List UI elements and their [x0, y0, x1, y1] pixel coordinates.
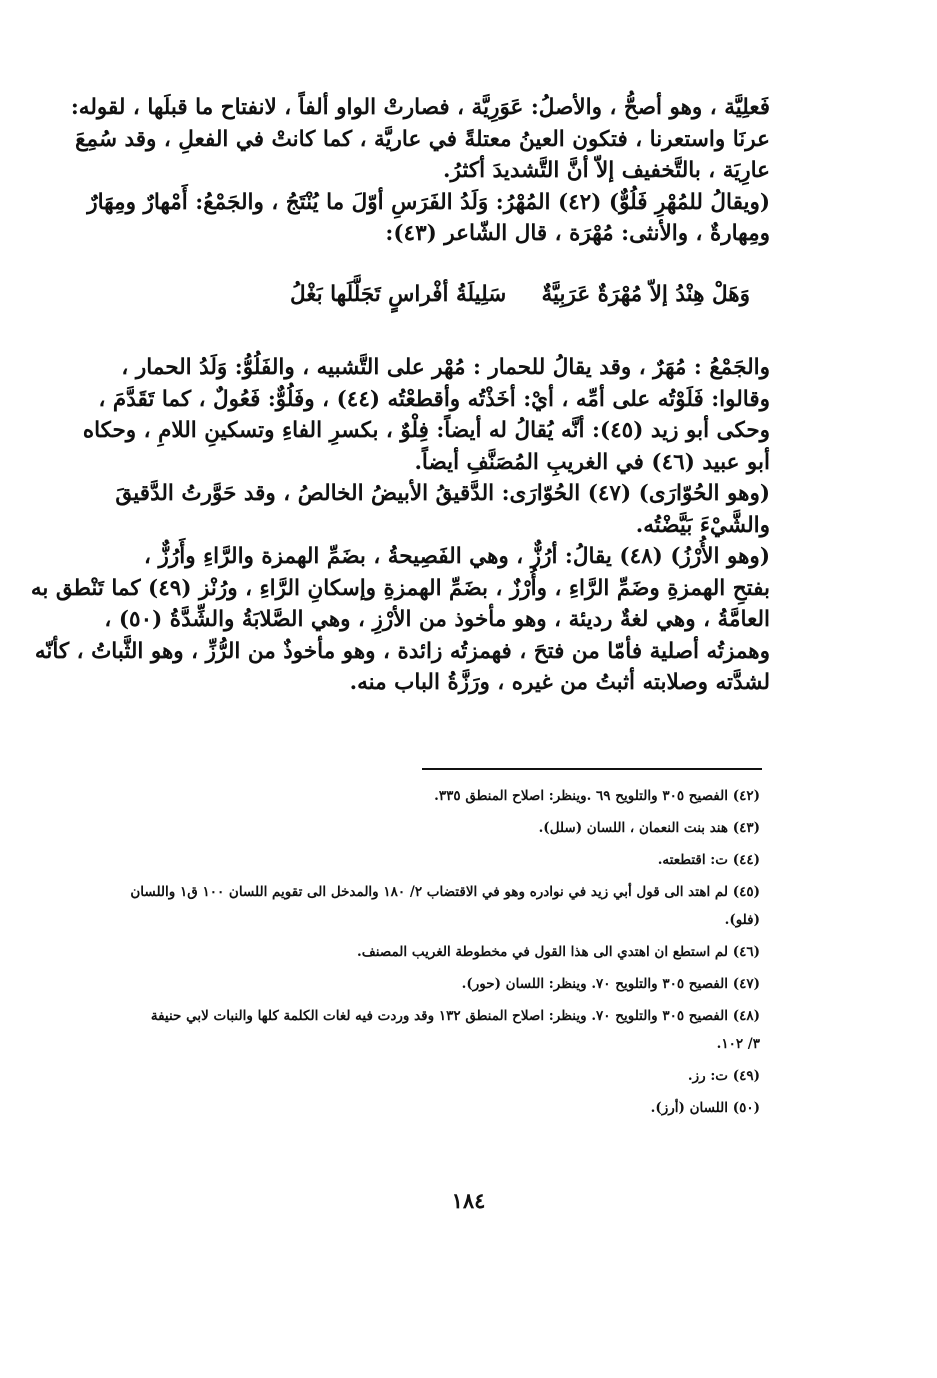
footnote: (٥٠) اللسان (أرز). [650, 1100, 760, 1116]
text-line: ومِهارةٌ ، والأنثى: مُهْرَة ، قال الشّاعر (٤٣): [385, 221, 770, 246]
paragraph-2 [30, 352, 770, 699]
footnote-continuation: ٣/ ١٠٢. [716, 1036, 760, 1052]
footnotes [95, 786, 760, 1130]
text-line: وقالوا: فَلَوْتُه على أمِّه ، أيْ: أخَذْتُه وأقطعْتُه (٤٤) ، وفَلُوٌّ: فَعُولٌ ، كما تَقَدَّمَ ، [98, 386, 770, 412]
text-line: (ويقالُ للمُهْرِ فَلُوٌّ) (٤٢) المُهْرُ: وَلَدُ الفَرَسِ أوّلَ ما يُنْتَجُ ، والجَمْعُ: أَمْهارٌ ومِهَارٌ [87, 189, 770, 215]
footnote-separator [422, 768, 762, 770]
footnote: (٤٤) ت: اقتطعته. [657, 852, 760, 868]
footnote: (٤٢) الفصيح ٣٠٥ والتلويح ٦٩ .وينظر: اصلاح المنطق ٣٣٥. [434, 788, 760, 804]
page-number: ١٨٤ [451, 1188, 486, 1213]
footnote: (٤٥) لم اهتد الى قول أبي زيد في نوادره وهو في الاقتضاب ٢/ ١٨٠ والمدخل الى تقويم اللسان ١٠٠ ق١ واللسان [130, 884, 760, 900]
text-line: العامَّةُ ، وهي لغةٌ رديئة ، وهو مأخوذ من الأرْزِ ، وهي الصَّلابَةُ والشِّدَّةُ (٥٠) ، [104, 607, 770, 632]
text-line: (وهو الحُوّارَى) (٤٧) الحُوّارَى: الدَّقيقُ الأبيضُ الخالصُ ، وقد حَوَّرتُ الدَّقيقَ [115, 481, 770, 506]
text-line: وحكى أبو زيد (٤٥): أنَّه يُقالُ له أيضاً: فِلْوٌ ، بكسرِ الفاءِ وتسكينِ اللامِ ، وحكاه [82, 418, 770, 443]
text-line: عرنَا واستعرنا ، فتكون العينُ معتلةً في عاريَّة ، كما كانتْ في الفعلِ ، وقد سُمِعَ [75, 126, 770, 152]
text-line: عارِيَة ، بالتَّخفيف إلاّ أنَّ التَّشديدَ أكثرُ. [443, 158, 770, 183]
footnote: (٤٣) هند بنت النعمان ، اللسان (سلل). [538, 820, 760, 836]
text-line: والجَمْعُ : مُهَرٌ ، وقد يقالُ للحمار : مُهْر على التَّشبيه ، والفَلُوُّ: وَلَدُ الحمار ، [121, 355, 770, 380]
verse-hemistich-second: سَلِيلَةُ أفْراسٍ تَجَلَّلَها بَغْلُ [290, 282, 507, 307]
footnote: (٤٩) ت: رز. [687, 1068, 760, 1084]
text-line: والشَّيْءَ بَيَّضْتُه. [635, 512, 770, 538]
text-line: فَعلِيَّة ، وهو أصحُّ ، والأصلُ: عَوَرِيَّة ، فصارتْ الواو ألفاً ، لانفتاح ما قبلَها ، لقوله: [70, 95, 770, 120]
poetry-verse [290, 282, 750, 307]
text-line: وهمزتُه أصلية فأمّا من فتحَ ، فهمزتُه زائدة ، وهو مأخوذٌ من الرُّزِّ ، وهو الثَّباتُ ، كأنّه [34, 638, 770, 664]
footnote: (٤٦) لم استطع ان اهتدي الى هذا القول في مخطوطة الغريب المصنف. [357, 944, 760, 960]
text-line: أبو عبيد (٤٦) في الغريبِ المُصَنَّفِ أيضاً. [414, 449, 770, 475]
text-line: (وهو الأُرْزُ) (٤٨) يقالُ: أرُزٌّ ، وهي الفَصِيحةُ ، بضَمِّ الهمزة والرَّاءِ وأَرُزٌّ ، [144, 544, 770, 569]
footnote: (٤٧) الفصيح ٣٠٥ والتلويح ٧٠. وينظر: اللسان (حور). [461, 976, 760, 992]
text-line: بفتحِ الهمزةِ وضَمِّ الرَّاءِ ، وأُرْزٌ ، بضَمِّ الهمزةِ وإسكانِ الرَّاءِ ، ورُنْز (٤٩) كما تَنْطق به [30, 575, 770, 601]
footnote-continuation: (فلو). [724, 912, 760, 928]
footnote: (٤٨) الفصيح ٣٠٥ والتلويح ٧٠. وينظر: اصلاح المنطق ١٣٢ وقد وردت فيه لغات الكلمة كلها والنبات لابي حنيفة [150, 1008, 760, 1024]
verse-hemistich-first: وَهَلْ هِنْدُ إلاّ مُهْرَةٌ عَرَبِيَّةٌ [541, 282, 750, 307]
text-line: لشدَّته وصلابته أثبتُ من غيره ، ورَزَّةُ الباب منه. [349, 670, 770, 695]
paragraph-1 [70, 92, 770, 250]
